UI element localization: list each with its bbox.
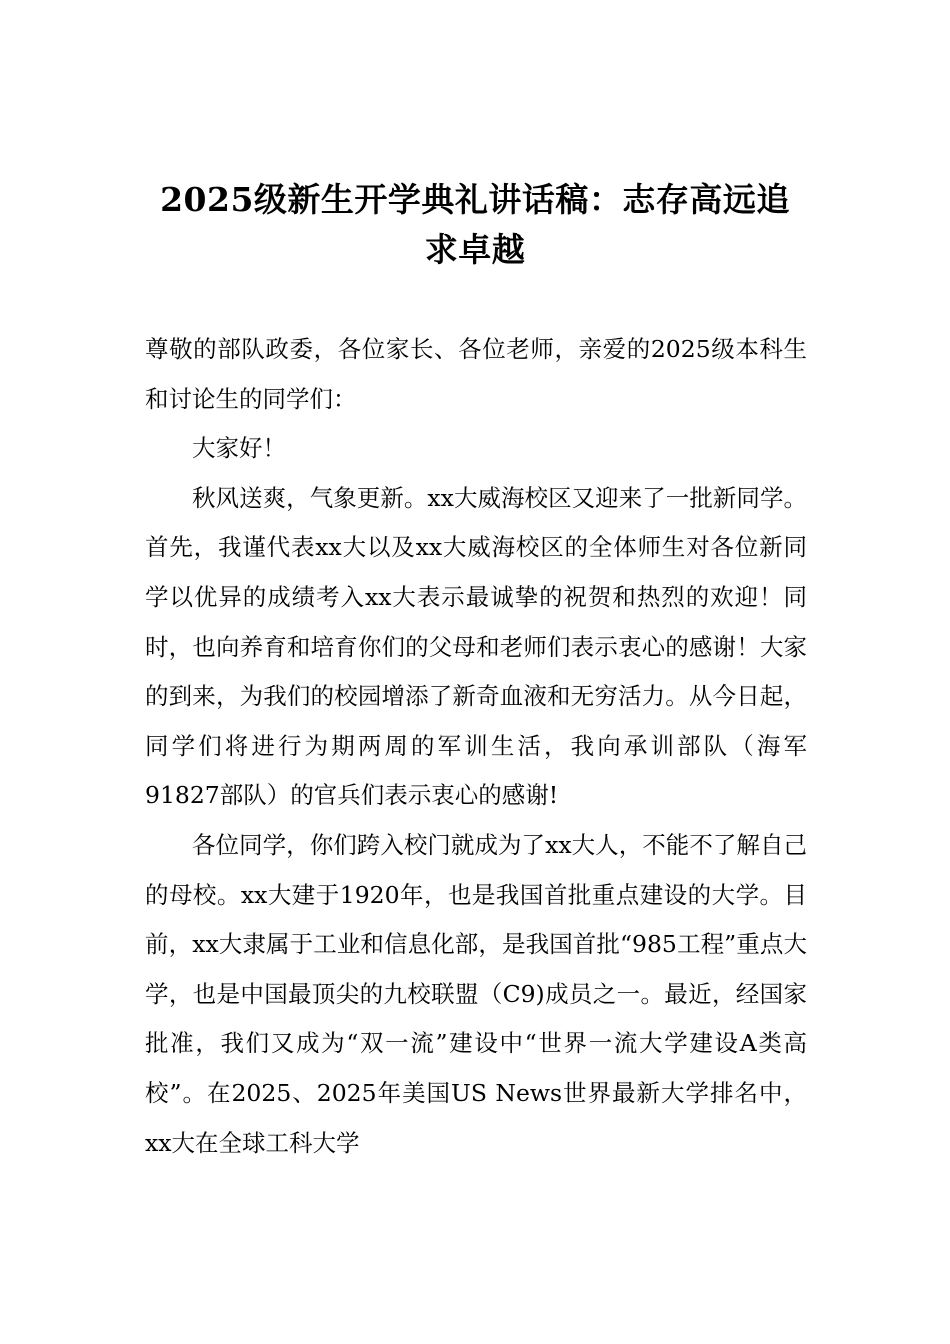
document-body [145,325,807,1168]
university-intro-paragraph: 各位同学，你们跨入校门就成为了xx大人，不能不了解自己的母校。xx大建于1920年，也是我国首批重点建设的大学。目前，xx大隶属于工业和信息化部，是我国首批“985工程”重点大学，也是中国最顶尖的九校联盟（C9)成员之一。最近，经国家批准，我们又成为“双一流”建设中“世界一流大学建设A类高校”。在2025、2025年美国US News世界最新大学排名中，xx大在全球工科大学 [145,830,807,1157]
greeting-paragraph: 大家好！ [192,434,286,463]
document-title: 2025级新生开学典礼讲话稿：志存高远追求卓越 [160,180,790,269]
salutation-paragraph: 尊敬的部队政委，各位家长、各位老师，亲爱的2025级本科生和讨论生的同学们： [145,335,807,413]
welcome-paragraph: 秋风送爽，气象更新。xx大威海校区又迎来了一批新同学。首先，我谨代表xx大以及xx大威海校区的全体师生对各位新同学以优异的成绩考入xx大表示最诚挚的祝贺和热烈的欢迎！同时，也向养育和培育你们的父母和老师们表示衷心的感谢！大家的到来，为我们的校园增添了新奇血液和无穷活力。从今日起，同学们将进行为期两周的军训生活，我向承训部队（海军91827部队）的官兵们表示衷心的感谢! [145,483,807,810]
